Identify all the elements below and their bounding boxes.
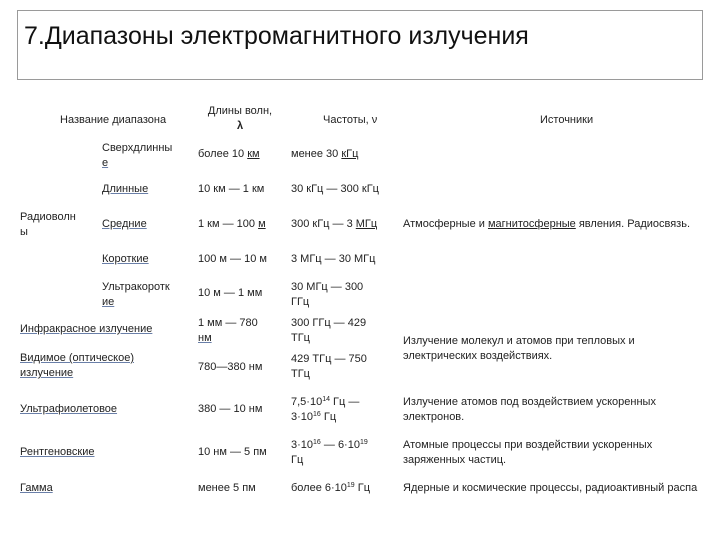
radio-sources-part2: явления. Радиосвязь. — [575, 218, 691, 230]
row-infrared-name: Инфракрасное излучение — [20, 323, 153, 335]
row-xray-freq-line2: Гц — [291, 454, 304, 466]
row-visible-name-line1: Видимое (оптическое) — [20, 352, 135, 364]
row-superlong-name — [102, 141, 172, 171]
row-gamma-freq-b: Гц — [354, 482, 371, 494]
row-xray-freq-l1-a: 3·10 — [291, 439, 314, 451]
row-superlong-name-line1: Сверхдлинны — [102, 142, 173, 154]
row-xray-freq-l1-sup2: 19 — [359, 439, 368, 446]
row-medium-freq — [291, 217, 377, 232]
row-uv-freq-l2-b: Гц — [320, 411, 337, 423]
title-box — [17, 10, 703, 80]
row-xray-name: Рентгеновские — [20, 446, 95, 458]
radio-group-label — [20, 210, 76, 240]
row-visible-name — [20, 351, 134, 381]
row-visible-wave: 780—380 нм — [198, 361, 263, 373]
ir-visible-sources-line2: электрических воздействиях. — [403, 350, 553, 362]
header-wavelength-symbol: λ — [236, 120, 244, 132]
row-uv-freq — [291, 395, 359, 425]
mhz-link[interactable]: МГц — [355, 218, 378, 230]
row-long-name: Длинные — [102, 183, 149, 195]
ir-visible-sources — [403, 334, 635, 364]
row-ultrashort-name-line2: ие — [102, 296, 115, 308]
row-medium-wave-text: 1 км — 100 — [198, 218, 259, 230]
row-superlong-wave — [198, 147, 260, 162]
row-medium-freq-text: 300 кГц — 3 — [291, 218, 356, 230]
row-ultrashort-freq — [291, 280, 363, 310]
row-uv-sources — [403, 395, 656, 425]
row-short-wave: 100 м — 10 м — [198, 253, 267, 265]
row-ultrashort-name-line1: Ультракоротк — [102, 281, 170, 293]
row-ultrashort-freq-line1: 30 МГц — 300 — [291, 281, 364, 293]
header-sources: Источники — [540, 114, 594, 126]
row-infrared-freq — [291, 316, 366, 346]
row-ultrashort-wave: 10 м — 1 мм — [198, 287, 263, 299]
row-gamma-freq — [291, 481, 370, 496]
row-ultrashort-name — [102, 280, 170, 310]
row-uv-freq-l1-b: Гц — — [330, 396, 360, 408]
km-link[interactable]: км — [247, 148, 260, 160]
header-name: Название диапазона — [60, 114, 167, 126]
row-long-freq: 30 кГц — 300 кГц — [291, 183, 379, 195]
radio-sources — [403, 217, 690, 232]
radio-group-line2: ы — [20, 226, 28, 238]
row-short-name: Короткие — [102, 253, 149, 265]
row-superlong-wave-text: более 10 — [198, 148, 248, 160]
radio-group-line1: Радиоволн — [20, 211, 76, 223]
row-uv-sources-line1: Излучение атомов под воздействием ускоренных — [403, 396, 656, 408]
row-uv-sources-line2: электронов. — [403, 411, 465, 423]
row-superlong-name-line2: е — [102, 157, 109, 169]
row-gamma-freq-sup: 19 — [346, 482, 355, 489]
row-uv-wave: 380 — 10 нм — [198, 403, 263, 415]
row-medium-wave — [198, 217, 266, 232]
row-medium-name: Средние — [102, 218, 147, 230]
row-xray-wave: 10 нм — 5 пм — [198, 446, 267, 458]
row-uv-freq-l2-a: 3·10 — [291, 411, 314, 423]
row-uv-freq-l1-sup: 14 — [322, 396, 330, 403]
row-xray-sources-line2: заряженных частиц. — [403, 454, 507, 466]
header-wavelength-line1: Длины волн, — [207, 105, 273, 117]
row-xray-sources-line1: Атомные процессы при воздействии ускоренных — [403, 439, 653, 451]
row-xray-freq — [291, 438, 368, 468]
row-xray-freq-l1-sup: 16 — [313, 439, 321, 446]
row-infrared-freq-line2: ТГц — [291, 332, 310, 344]
row-gamma-wave: менее 5 пм — [198, 482, 256, 494]
row-uv-freq-line2 — [291, 410, 359, 425]
khz-link[interactable]: кГц — [341, 148, 359, 160]
row-uv-freq-l2-sup: 16 — [313, 411, 321, 418]
row-superlong-freq — [291, 147, 358, 162]
row-infrared-wave — [198, 316, 258, 346]
row-gamma-name: Гамма — [20, 482, 53, 494]
slide-title: 7.Диапазоны электромагнитного излучения — [24, 22, 529, 50]
row-gamma-freq-a: более 6·10 — [291, 482, 347, 494]
row-visible-freq-line2: ТГц — [291, 368, 310, 380]
row-infrared-wave-line2: нм — [198, 332, 212, 344]
row-visible-freq-line1: 429 ТГц — 750 — [291, 353, 367, 365]
row-infrared-freq-line1: 300 ГГц — 429 — [291, 317, 367, 329]
row-long-wave: 10 км — 1 км — [198, 183, 265, 195]
row-uv-freq-l1-a: 7,5·10 — [291, 396, 323, 408]
row-xray-freq-line1 — [291, 438, 368, 453]
row-ultrashort-freq-line2: ГГц — [291, 296, 310, 308]
row-xray-freq-l1-b: — 6·10 — [320, 439, 360, 451]
ir-visible-sources-line1: Излучение молекул и атомов при тепловых и — [403, 335, 635, 347]
row-superlong-freq-text: менее 30 — [291, 148, 342, 160]
meter-link[interactable]: м — [258, 218, 266, 230]
row-visible-name-line2: излучение — [20, 367, 74, 379]
row-uv-name: Ультрафиолетовое — [20, 403, 118, 415]
header-frequency: Частоты, ν — [323, 114, 378, 126]
row-short-freq: 3 МГц — 30 МГц — [291, 253, 376, 265]
row-visible-freq — [291, 352, 367, 382]
row-uv-freq-line1 — [291, 395, 359, 410]
radio-sources-part1: Атмосферные и — [403, 218, 488, 230]
header-wavelength — [190, 104, 290, 134]
row-xray-sources — [403, 438, 652, 468]
row-infrared-wave-line1: 1 мм — 780 — [198, 317, 258, 329]
magnetospheric-link[interactable]: магнитосферные — [487, 218, 576, 230]
row-gamma-sources: Ядерные и космические процессы, радиоактивный распа — [403, 482, 698, 494]
